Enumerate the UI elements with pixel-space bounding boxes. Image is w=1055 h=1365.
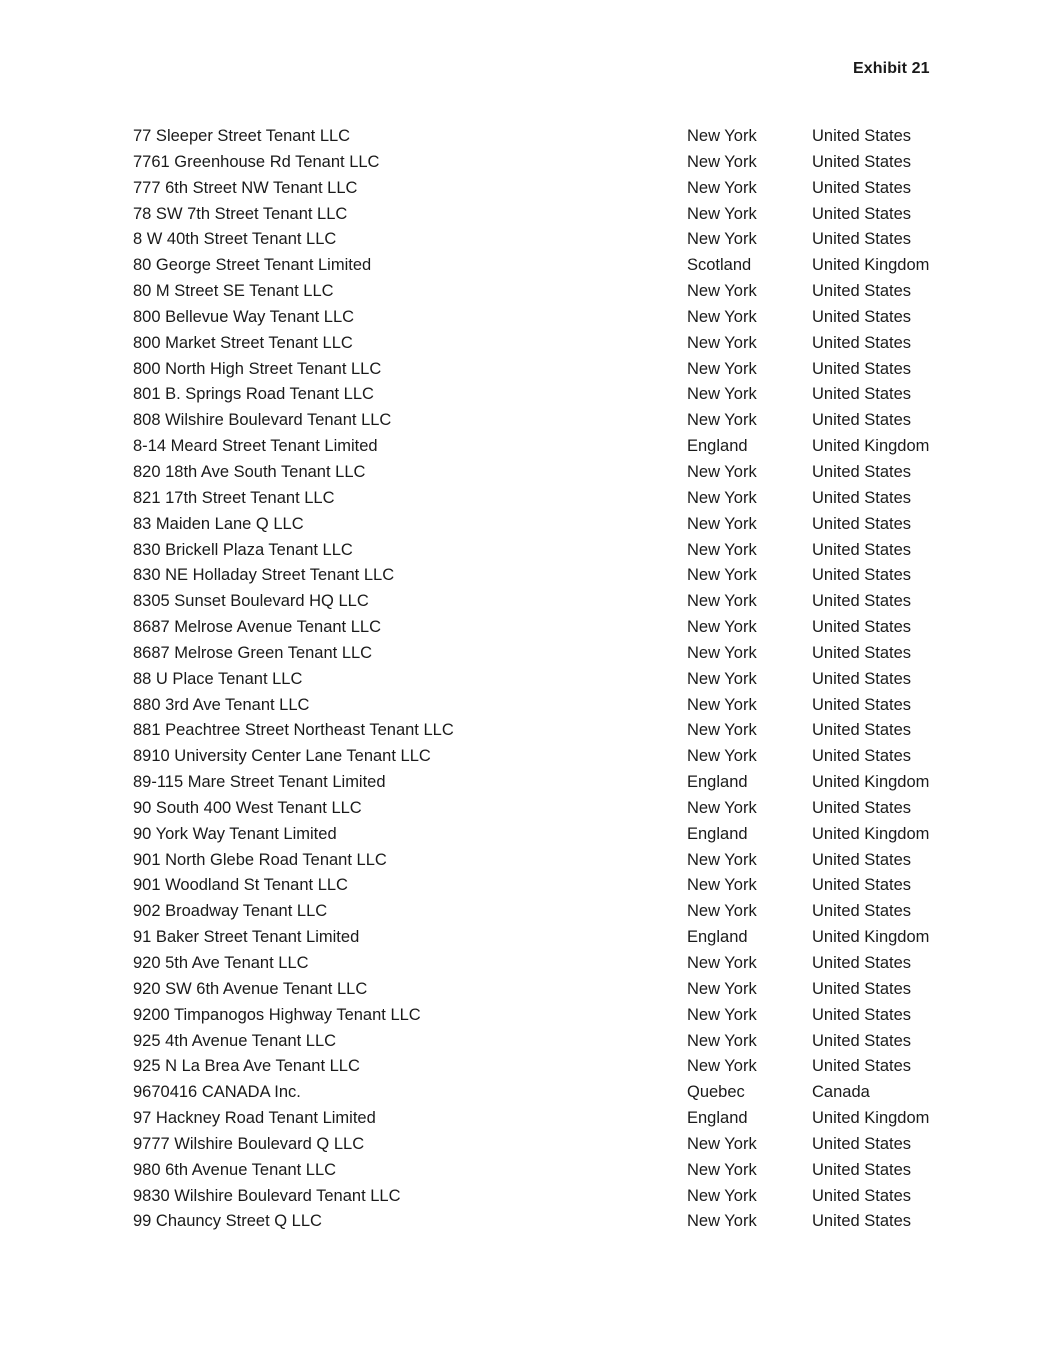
jurisdiction-country: United Kingdom [812, 824, 930, 843]
jurisdiction-state: New York [687, 850, 757, 869]
jurisdiction-country: United States [812, 307, 912, 326]
jurisdiction-country: United States [812, 669, 912, 688]
list-item [133, 873, 1003, 899]
jurisdiction-country: United States [812, 592, 912, 611]
list-item [133, 538, 1003, 564]
jurisdiction-country: United States [812, 178, 912, 197]
list-item [133, 331, 1003, 357]
exhibit-title: Exhibit 21 [853, 60, 930, 77]
jurisdiction-country: United States [812, 540, 912, 559]
jurisdiction-country: United States [812, 1212, 912, 1231]
jurisdiction-state: New York [687, 618, 757, 637]
entity-name: 91 Baker Street Tenant Limited [133, 928, 360, 947]
entity-name: 925 N La Brea Ave Tenant LLC [133, 1057, 360, 1076]
list-item [133, 1184, 1003, 1210]
entity-name: 800 Bellevue Way Tenant LLC [133, 307, 355, 326]
jurisdiction-country: United States [812, 1031, 912, 1050]
jurisdiction-state: New York [687, 411, 757, 430]
jurisdiction-state: England [687, 1109, 748, 1128]
jurisdiction-country: United States [812, 152, 912, 171]
entity-name: 80 M Street SE Tenant LLC [133, 282, 334, 301]
jurisdiction-country: United States [812, 1134, 912, 1153]
jurisdiction-country: United States [812, 204, 912, 223]
list-item [133, 589, 1003, 615]
jurisdiction-state: New York [687, 979, 757, 998]
entity-name: 80 George Street Tenant Limited [133, 256, 372, 275]
entity-name: 980 6th Avenue Tenant LLC [133, 1160, 337, 1179]
jurisdiction-state: England [687, 437, 748, 456]
list-item [133, 563, 1003, 589]
list-item [133, 486, 1003, 512]
list-item [133, 796, 1003, 822]
jurisdiction-state: New York [687, 204, 757, 223]
entity-name: 880 3rd Ave Tenant LLC [133, 695, 310, 714]
list-item [133, 848, 1003, 874]
entity-name: 830 NE Holladay Street Tenant LLC [133, 566, 395, 585]
list-item [133, 1054, 1003, 1080]
jurisdiction-state: New York [687, 747, 757, 766]
jurisdiction-country: United States [812, 514, 912, 533]
entity-name: 8910 University Center Lane Tenant LLC [133, 747, 431, 766]
jurisdiction-country: United States [812, 1005, 912, 1024]
list-item [133, 899, 1003, 925]
list-item [133, 718, 1003, 744]
list-item [133, 150, 1003, 176]
jurisdiction-country: United States [812, 954, 912, 972]
list-item [133, 176, 1003, 202]
jurisdiction-state: New York [687, 643, 757, 662]
jurisdiction-country: United States [812, 359, 912, 378]
jurisdiction-country: United States [812, 979, 912, 998]
entity-name: 9200 Timpanogos Highway Tenant LLC [133, 1005, 421, 1024]
list-item [133, 1029, 1003, 1055]
jurisdiction-state: England [687, 773, 748, 792]
jurisdiction-state: New York [687, 954, 757, 972]
entity-name: 901 North Glebe Road Tenant LLC [133, 850, 387, 869]
entity-name: 830 Brickell Plaza Tenant LLC [133, 540, 353, 559]
jurisdiction-state: New York [687, 127, 757, 145]
subsidiaries-list [133, 124, 1003, 1235]
entity-name: 821 17th Street Tenant LLC [133, 488, 335, 507]
jurisdiction-country: United Kingdom [812, 773, 930, 792]
list-item [133, 822, 1003, 848]
jurisdiction-state: New York [687, 902, 757, 921]
jurisdiction-country: United States [812, 1186, 912, 1205]
list-item [133, 615, 1003, 641]
jurisdiction-country: United States [812, 282, 912, 301]
list-item [133, 1003, 1003, 1029]
jurisdiction-state: New York [687, 1212, 757, 1231]
jurisdiction-country: United States [812, 411, 912, 430]
jurisdiction-country: United States [812, 902, 912, 921]
list-item [133, 1080, 1003, 1106]
list-item [133, 305, 1003, 331]
jurisdiction-state: New York [687, 721, 757, 740]
list-item [133, 1106, 1003, 1132]
jurisdiction-state: New York [687, 385, 757, 404]
jurisdiction-state: England [687, 824, 748, 843]
list-item [133, 357, 1003, 383]
jurisdiction-country: United Kingdom [812, 928, 930, 947]
list-item [133, 382, 1003, 408]
jurisdiction-country: United States [812, 876, 912, 895]
jurisdiction-state: England [687, 928, 748, 947]
jurisdiction-state: New York [687, 540, 757, 559]
entity-name: 8687 Melrose Avenue Tenant LLC [133, 618, 381, 637]
jurisdiction-country: United Kingdom [812, 437, 930, 456]
entity-name: 9777 Wilshire Boulevard Q LLC [133, 1134, 365, 1153]
list-item [133, 693, 1003, 719]
jurisdiction-state: New York [687, 359, 757, 378]
list-item [133, 408, 1003, 434]
jurisdiction-state: New York [687, 230, 757, 249]
entity-name: 881 Peachtree Street Northeast Tenant LLC [133, 721, 454, 740]
jurisdiction-state: Quebec [687, 1083, 745, 1102]
list-item [133, 512, 1003, 538]
entity-name: 97 Hackney Road Tenant Limited [133, 1109, 376, 1128]
jurisdiction-country: United Kingdom [812, 256, 930, 275]
list-item [133, 124, 1003, 150]
list-item [133, 977, 1003, 1003]
list-item [133, 434, 1003, 460]
entity-name: 8687 Melrose Green Tenant LLC [133, 643, 373, 662]
list-item [133, 253, 1003, 279]
entity-name: 90 York Way Tenant Limited [133, 824, 337, 843]
jurisdiction-country: United States [812, 643, 912, 662]
jurisdiction-country: United Kingdom [812, 1109, 930, 1128]
list-item [133, 227, 1003, 253]
entity-name: 801 B. Springs Road Tenant LLC [133, 385, 374, 404]
entity-name: 9670416 CANADA Inc. [133, 1083, 301, 1102]
list-item [133, 770, 1003, 796]
jurisdiction-country: United States [812, 462, 912, 481]
list-item [133, 1209, 1003, 1235]
list-item [133, 641, 1003, 667]
jurisdiction-state: New York [687, 566, 757, 585]
entity-name: 83 Maiden Lane Q LLC [133, 514, 304, 533]
jurisdiction-state: New York [687, 488, 757, 507]
jurisdiction-state: New York [687, 1160, 757, 1179]
entity-name: 9830 Wilshire Boulevard Tenant LLC [133, 1186, 401, 1205]
jurisdiction-country: United States [812, 1160, 912, 1179]
list-item [133, 1158, 1003, 1184]
jurisdiction-country: United States [812, 385, 912, 404]
jurisdiction-country: United States [812, 566, 912, 585]
entity-name: 800 North High Street Tenant LLC [133, 359, 382, 378]
entity-name: 8-14 Meard Street Tenant Limited [133, 437, 378, 456]
jurisdiction-country: United States [812, 488, 912, 507]
jurisdiction-state: New York [687, 282, 757, 301]
jurisdiction-state: New York [687, 307, 757, 326]
entity-name: 8305 Sunset Boulevard HQ LLC [133, 592, 369, 611]
jurisdiction-state: New York [687, 1031, 757, 1050]
jurisdiction-state: New York [687, 1134, 757, 1153]
jurisdiction-country: United States [812, 1057, 912, 1076]
jurisdiction-country: United States [812, 333, 912, 352]
entity-name: 902 Broadway Tenant LLC [133, 902, 328, 921]
jurisdiction-state: New York [687, 798, 757, 817]
jurisdiction-state: New York [687, 462, 757, 481]
jurisdiction-state: New York [687, 1186, 757, 1205]
entity-name: 777 6th Street NW Tenant LLC [133, 178, 358, 197]
entity-name: 8 W 40th Street Tenant LLC [133, 230, 337, 249]
list-item [133, 925, 1003, 951]
jurisdiction-country: United States [812, 127, 912, 145]
jurisdiction-country: Canada [812, 1083, 870, 1102]
list-item [133, 1132, 1003, 1158]
list-item [133, 744, 1003, 770]
jurisdiction-state: Scotland [687, 256, 752, 275]
entity-name: 88 U Place Tenant LLC [133, 669, 303, 688]
entity-name: 90 South 400 West Tenant LLC [133, 798, 362, 817]
entity-name: 7761 Greenhouse Rd Tenant LLC [133, 152, 380, 171]
jurisdiction-state: New York [687, 514, 757, 533]
jurisdiction-state: New York [687, 333, 757, 352]
jurisdiction-country: United States [812, 695, 912, 714]
list-item [133, 279, 1003, 305]
jurisdiction-country: United States [812, 721, 912, 740]
list-item [133, 667, 1003, 693]
list-item [133, 460, 1003, 486]
jurisdiction-country: United States [812, 618, 912, 637]
jurisdiction-state: New York [687, 592, 757, 611]
entity-name: 800 Market Street Tenant LLC [133, 333, 353, 352]
jurisdiction-country: United States [812, 747, 912, 766]
entity-name: 920 5th Ave Tenant LLC [133, 954, 309, 972]
jurisdiction-state: New York [687, 695, 757, 714]
list-item [133, 951, 1003, 977]
entity-name: 89-115 Mare Street Tenant Limited [133, 773, 386, 792]
jurisdiction-country: United States [812, 850, 912, 869]
jurisdiction-state: New York [687, 152, 757, 171]
entity-name: 820 18th Ave South Tenant LLC [133, 462, 366, 481]
jurisdiction-state: New York [687, 178, 757, 197]
entity-name: 920 SW 6th Avenue Tenant LLC [133, 979, 368, 998]
entity-name: 808 Wilshire Boulevard Tenant LLC [133, 411, 392, 430]
jurisdiction-country: United States [812, 798, 912, 817]
entity-name: 925 4th Avenue Tenant LLC [133, 1031, 337, 1050]
jurisdiction-state: New York [687, 876, 757, 895]
entity-name: 901 Woodland St Tenant LLC [133, 876, 348, 895]
list-item [133, 202, 1003, 228]
entity-name: 77 Sleeper Street Tenant LLC [133, 127, 351, 145]
entity-name: 99 Chauncy Street Q LLC [133, 1212, 322, 1231]
jurisdiction-state: New York [687, 669, 757, 688]
jurisdiction-state: New York [687, 1057, 757, 1076]
entity-name: 78 SW 7th Street Tenant LLC [133, 204, 348, 223]
jurisdiction-state: New York [687, 1005, 757, 1024]
jurisdiction-country: United States [812, 230, 912, 249]
